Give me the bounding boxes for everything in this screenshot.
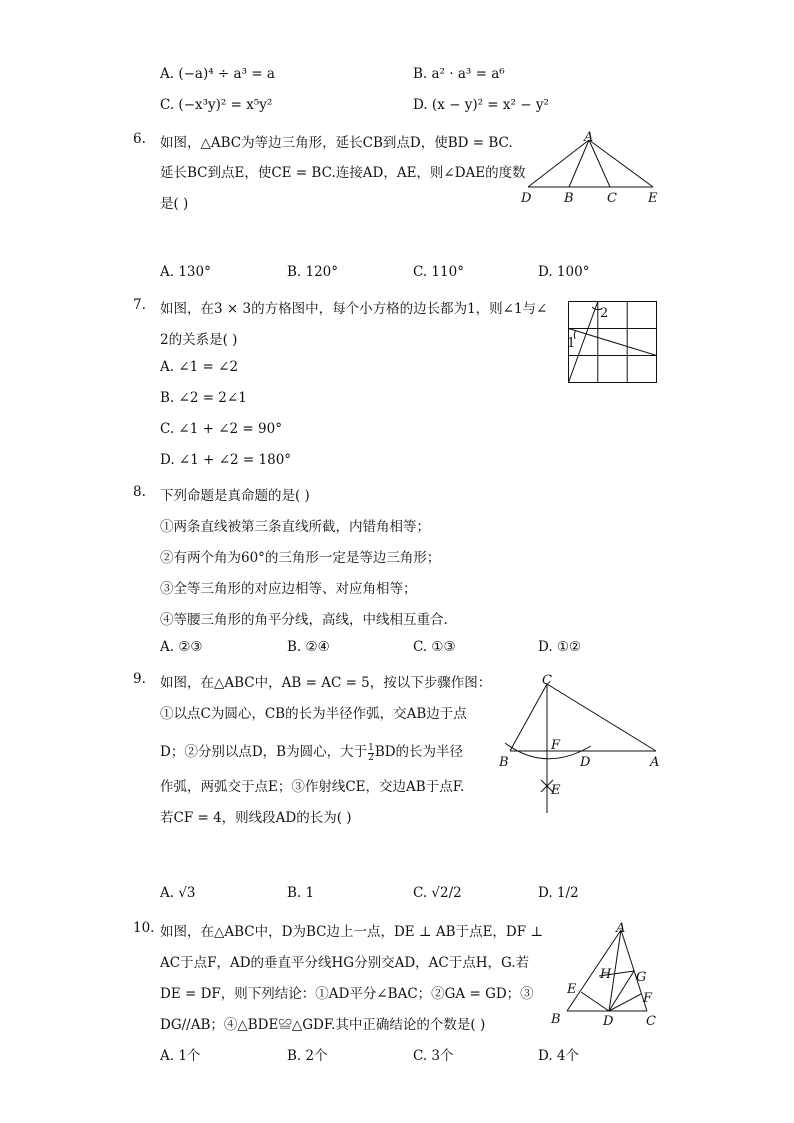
q7-grid-figure — [566, 299, 660, 385]
q9-stem-line1: 如图，在△ABC中，AB = AC = 5，按以下步骤作图： — [160, 675, 492, 691]
q9-fraction — [368, 744, 374, 763]
q6-label-d: D — [521, 191, 532, 206]
q6-number: 6. — [133, 131, 146, 147]
q9-stem-line5: 若CF = 4，则线段AD的长为( ) — [160, 810, 352, 826]
q10-triangle-figure — [545, 918, 665, 1028]
q9-line3-part1: D；②分别以点D，B为圆心，大于 — [160, 744, 368, 760]
q10-label-c: C — [646, 1014, 656, 1028]
q6-option-c: C. 110° — [413, 264, 464, 280]
q9-label-c: C — [542, 673, 552, 688]
q10-stem-line1: 如图，在△ABC中，D为BC边上一点，DE ⊥ AB于点E，DF ⊥ — [160, 924, 544, 940]
q9-option-a: A. √3 — [160, 885, 196, 901]
q7-stem-line2: 2的关系是( ) — [160, 332, 238, 348]
q10-option-a: A. 1个 — [160, 1048, 201, 1064]
q8-statement-2: ②有两个角为60°的三角形一定是等边三角形； — [160, 550, 441, 566]
q9-label-e: E — [551, 783, 561, 798]
q9-stem-line3 — [160, 740, 463, 763]
q9-number: 9. — [133, 671, 146, 687]
q9-label-a: A — [650, 755, 660, 770]
q8-statement-3: ③全等三角形的对应边相等、对应角相等； — [160, 581, 417, 597]
q7-option-a: A. ∠1 = ∠2 — [160, 359, 239, 375]
q6-stem-line3: 是( ) — [160, 196, 189, 212]
q9-frac-num: 1 — [368, 743, 374, 753]
q8-statement-4: ④等腰三角形的角平分线，高线，中线相互重合． — [160, 612, 457, 628]
q10-option-c: C. 3个 — [413, 1048, 454, 1064]
q10-label-b: B — [551, 1012, 561, 1027]
q9-stem-line4: 作弧，两弧交于点E；③作射线CE，交边AB于点F. — [160, 779, 465, 795]
q6-triangle-figure — [515, 128, 665, 208]
q6-label-c: C — [607, 191, 617, 206]
q5-option-a: A. (−a)⁴ ÷ a³ = a — [160, 66, 275, 82]
q9-label-d: D — [580, 755, 591, 770]
q8-option-d: D. ①② — [538, 639, 582, 655]
q7-option-b: B. ∠2 = 2∠1 — [160, 390, 247, 406]
q7-stem-line1: 如图，在3 × 3的方格图中，每个小方格的边长都为1，则∠1与∠ — [160, 301, 548, 317]
q10-option-d: D. 4个 — [538, 1048, 580, 1064]
q7-label-1: 1 — [567, 336, 576, 351]
q10-label-h: H — [600, 967, 612, 982]
q8-option-a: A. ②③ — [160, 639, 203, 655]
q6-stem-line2: 延长BC到点E，使CE = BC.连接AD，AE，则∠DAE的度数 — [160, 165, 526, 181]
q9-option-b: B. 1 — [287, 885, 315, 901]
q9-label-b: B — [499, 755, 509, 770]
q10-label-a: A — [616, 921, 626, 936]
q7-number: 7. — [133, 297, 146, 313]
q6-option-b: B. 120° — [287, 264, 339, 280]
q5-option-d: D. (x − y)² = x² − y² — [413, 97, 549, 113]
q5-option-c: C. (−x³y)² = x⁵y² — [160, 97, 273, 113]
q9-option-d: D. 1/2 — [538, 885, 579, 901]
q8-stem: 下列命题是真命题的是( ) — [160, 488, 310, 504]
q7-option-c: C. ∠1 + ∠2 = 90° — [160, 421, 282, 437]
q10-stem-line3: DE = DF，则下列结论：①AD平分∠BAC；②GA = GD；③ — [160, 986, 534, 1002]
q6-stem-line1: 如图，△ABC为等边三角形，延长CB到点D，使BD = BC. — [160, 135, 513, 151]
q8-statement-1: ①两条直线被第三条直线所截，内错角相等； — [160, 519, 430, 535]
q10-label-g: G — [636, 970, 647, 985]
q9-option-c: C. √2/2 — [413, 885, 462, 901]
q10-option-b: B. 2个 — [287, 1048, 328, 1064]
q6-label-e: E — [648, 191, 658, 206]
q9-frac-den: 2 — [368, 753, 374, 763]
q6-label-b: B — [564, 191, 574, 206]
q8-option-c: C. ①③ — [413, 639, 456, 655]
q7-option-d: D. ∠1 + ∠2 = 180° — [160, 452, 292, 468]
q9-construction-figure — [495, 668, 665, 818]
q10-number: 10. — [133, 920, 155, 936]
q9-line3-part2: BD的长为半径 — [374, 744, 464, 760]
q10-label-e: E — [567, 982, 577, 997]
q7-label-2: 2 — [600, 306, 609, 321]
q6-label-a: A — [584, 130, 594, 145]
q10-stem-line2: AC于点F，AD的垂直平分线HG分别交AD，AC于点H，G.若 — [160, 955, 530, 971]
q8-number: 8. — [133, 484, 146, 500]
q6-option-d: D. 100° — [538, 264, 590, 280]
q9-label-f: F — [551, 738, 561, 753]
q8-option-b: B. ②④ — [287, 639, 330, 655]
q10-label-d: D — [603, 1014, 614, 1028]
q6-option-a: A. 130° — [160, 264, 211, 280]
q9-stem-line2: ①以点C为圆心，CB的长为半径作弧，交AB边于点 — [160, 706, 467, 722]
q5-option-b: B. a² · a³ = a⁶ — [413, 66, 505, 82]
q10-label-f: F — [643, 991, 653, 1006]
q10-stem-line4: DG//AB；④△BDE≌△GDF.其中正确结论的个数是( ) — [160, 1017, 486, 1033]
